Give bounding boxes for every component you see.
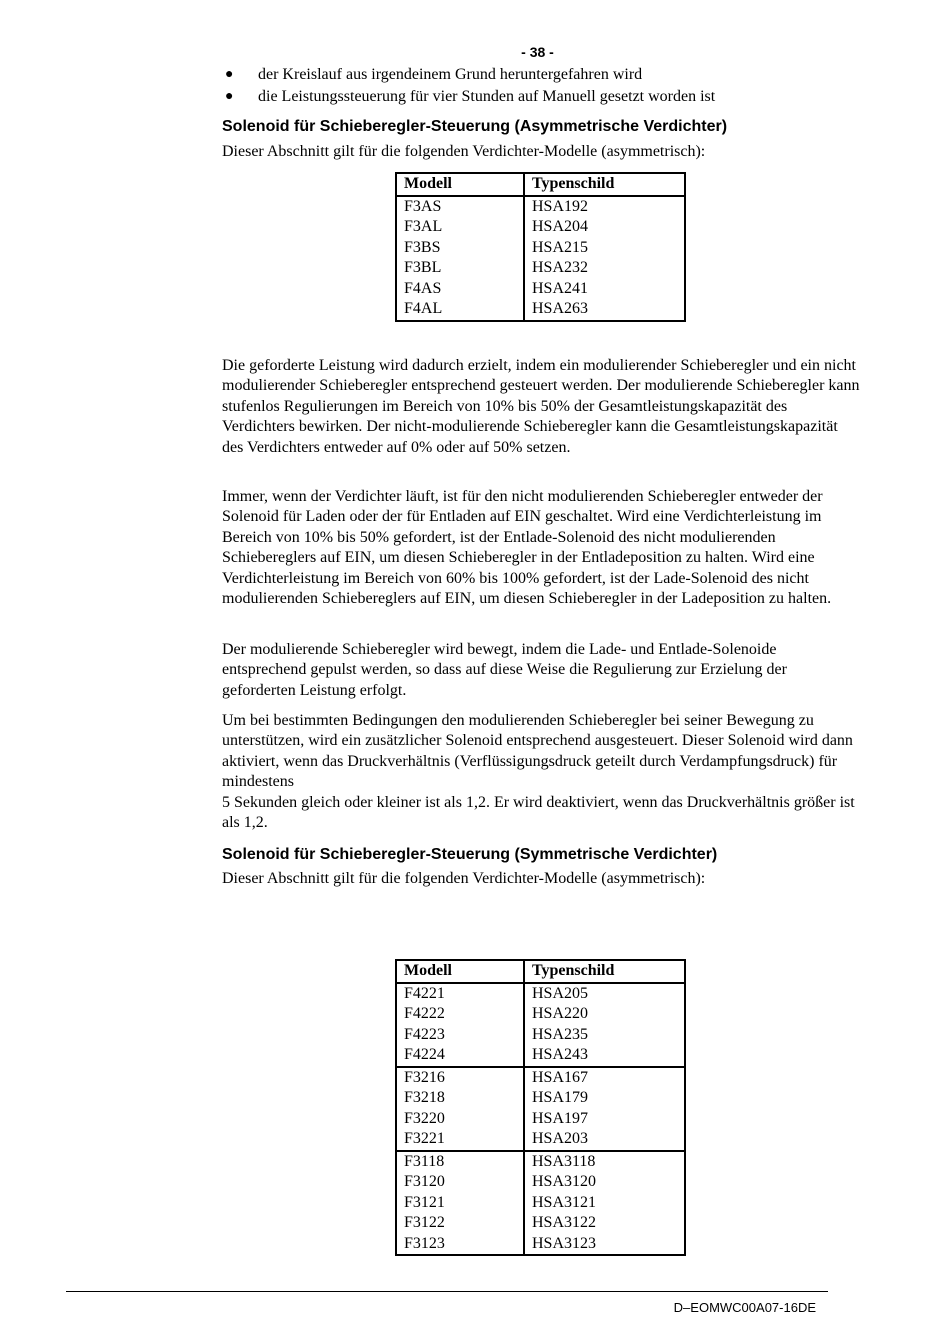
body-paragraph: Der modulierende Schieberegler wird bewegt, indem die Lade- und Entlade-Solenoide entsprechend gepulst werden, so dass auf diese Weise die Regulierung zur Erzielung der geforderten Leistung erfolgt. xyxy=(222,641,787,699)
column-header-nameplate: Typenschild xyxy=(524,960,685,983)
bullet-text: die Leistungssteuerung für vier Stunden auf Manuell gesetzt worden ist xyxy=(258,88,716,105)
model-cell: F3221 xyxy=(396,1129,524,1151)
model-cell: F3120 xyxy=(396,1172,524,1193)
body-paragraph: Um bei bestimmten Bedingungen den modulierenden Schieberegler bei seiner Bewegung zu unterstützen, wird ein zusätzlicher Solenoid entsprechend ausgesteuert. Dieser Solenoid wird dann aktiviert, wenn das Druckverhältnis (Verflüssigungsdruck geteilt durch Verdampfungsdruck) für mindestens xyxy=(222,712,853,791)
nameplate-cell: HSA220 xyxy=(524,1004,685,1025)
table-row xyxy=(396,1088,685,1109)
nameplate-cell: HSA215 xyxy=(524,238,685,259)
model-cell: F4AS xyxy=(396,279,524,300)
model-cell: F3BL xyxy=(396,258,524,279)
nameplate-cell: HSA232 xyxy=(524,258,685,279)
nameplate-cell: HSA179 xyxy=(524,1088,685,1109)
table-row xyxy=(396,1193,685,1214)
list-item xyxy=(222,64,862,86)
section-heading: Solenoid für Schieberegler-Steuerung (Symmetrische Verdichter) xyxy=(222,846,718,863)
model-table xyxy=(395,959,686,1256)
model-table xyxy=(395,172,686,322)
body-paragraph: Immer, wenn der Verdichter läuft, ist für den nicht modulierenden Schieberegler entweder der Solenoid für Laden oder der für Entladen auf EIN geschaltet. Wird eine Verdichterleistung im Bereich von 10% bis 50% gefordert, ist der Entlade-Solenoid des nicht modulierenden Schiebereglers auf EIN, um diesen Schieberegler in der Entladeposition zu halten. Wird eine Verdichterleistung im Bereich von 60% bis 100% gefordert, ist der Lade-Solenoid des nicht modulierenden Schiebereglers auf EIN, um diesen Schieberegler in der Ladeposition zu halten. xyxy=(222,488,832,608)
bullet-text: der Kreislauf aus irgendeinem Grund heruntergefahren wird xyxy=(258,66,643,83)
table-row xyxy=(396,258,685,279)
table-row xyxy=(396,1213,685,1234)
table-row xyxy=(396,279,685,300)
model-cell: F3121 xyxy=(396,1193,524,1214)
model-cell: F4224 xyxy=(396,1045,524,1067)
body-paragraph: Die geforderte Leistung wird dadurch erzielt, indem ein modulierender Schieberegler und ein nicht modulierender Schieberegler entsprechend gesteuert werden. Der modulierende Schieberegler kann stufenlos Regulierungen im Bereich von 10% bis 50% der Gesamtleistungskapazität des Verdichters bewirken. Der nicht-modulierende Schieberegler kann die Gesamtleistungskapazität des Verdichters entweder auf 0% oder auf 50% setzen. xyxy=(222,357,860,456)
model-cell: F3AS xyxy=(396,196,524,218)
section-intro: Dieser Abschnitt gilt für die folgenden Verdichter-Modelle (asymmetrisch): xyxy=(222,870,706,887)
table-row xyxy=(396,217,685,238)
column-header-nameplate: Typenschild xyxy=(524,173,685,196)
column-header-model: Modell xyxy=(396,960,524,983)
table-row xyxy=(396,299,685,321)
model-cell: F3122 xyxy=(396,1213,524,1234)
nameplate-cell: HSA3121 xyxy=(524,1193,685,1214)
nameplate-cell: HSA205 xyxy=(524,983,685,1005)
model-cell: F3118 xyxy=(396,1151,524,1173)
table-row xyxy=(396,1172,685,1193)
column-header-model: Modell xyxy=(396,173,524,196)
model-cell: F3123 xyxy=(396,1234,524,1256)
table-row xyxy=(396,1129,685,1151)
table-row xyxy=(396,1025,685,1046)
table-row xyxy=(396,1004,685,1025)
table-row xyxy=(396,1045,685,1067)
nameplate-cell: HSA243 xyxy=(524,1045,685,1067)
table-row xyxy=(396,196,685,218)
list-item xyxy=(222,86,862,108)
model-cell: F4223 xyxy=(396,1025,524,1046)
document-id: D–EOMWC00A07-16DE xyxy=(673,1300,816,1315)
table-row xyxy=(396,1234,685,1256)
nameplate-cell: HSA167 xyxy=(524,1067,685,1089)
model-cell: F3218 xyxy=(396,1088,524,1109)
body-paragraph: 5 Sekunden gleich oder kleiner ist als 1,2. Er wird deaktiviert, wenn das Druckverhältnis größer ist als 1,2. xyxy=(222,794,855,832)
nameplate-cell: HSA3123 xyxy=(524,1234,685,1256)
bullet-list xyxy=(222,64,862,108)
model-cell: F4221 xyxy=(396,983,524,1005)
nameplate-cell: HSA3118 xyxy=(524,1151,685,1173)
table-row xyxy=(396,238,685,259)
section-heading: Solenoid für Schieberegler-Steuerung (Asymmetrische Verdichter) xyxy=(222,118,728,135)
bullet-icon: ● xyxy=(225,89,234,104)
model-cell: F3BS xyxy=(396,238,524,259)
nameplate-cell: HSA203 xyxy=(524,1129,685,1151)
model-cell: F3220 xyxy=(396,1109,524,1130)
model-cell: F3AL xyxy=(396,217,524,238)
section-intro: Dieser Abschnitt gilt für die folgenden Verdichter-Modelle (asymmetrisch): xyxy=(222,143,706,160)
bullet-icon: ● xyxy=(225,67,234,82)
table-row xyxy=(396,1151,685,1173)
footer-divider xyxy=(66,1291,828,1292)
table-row xyxy=(396,1109,685,1130)
table-row xyxy=(396,983,685,1005)
nameplate-cell: HSA3122 xyxy=(524,1213,685,1234)
page-number: - 38 - xyxy=(521,44,554,60)
nameplate-cell: HSA197 xyxy=(524,1109,685,1130)
model-cell: F4AL xyxy=(396,299,524,321)
nameplate-cell: HSA192 xyxy=(524,196,685,218)
model-cell: F4222 xyxy=(396,1004,524,1025)
nameplate-cell: HSA235 xyxy=(524,1025,685,1046)
nameplate-cell: HSA3120 xyxy=(524,1172,685,1193)
table-header-row xyxy=(396,173,685,196)
table-header-row xyxy=(396,960,685,983)
model-cell: F3216 xyxy=(396,1067,524,1089)
nameplate-cell: HSA204 xyxy=(524,217,685,238)
table-row xyxy=(396,1067,685,1089)
nameplate-cell: HSA241 xyxy=(524,279,685,300)
nameplate-cell: HSA263 xyxy=(524,299,685,321)
